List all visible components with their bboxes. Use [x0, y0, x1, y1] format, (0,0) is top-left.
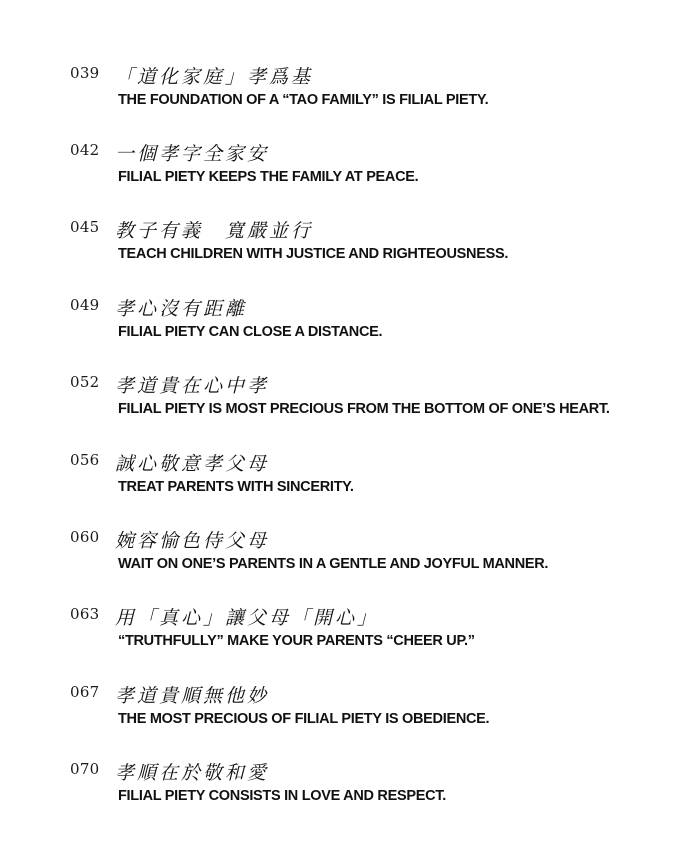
page-number: 045 [70, 218, 100, 236]
chinese-title: 孝道貴順無他妙 [115, 685, 270, 707]
toc-entry[interactable] [70, 216, 670, 276]
chinese-title: 用「真心」讓父母「開心」 [115, 607, 380, 629]
page-number: 042 [70, 141, 100, 159]
page-number: 063 [70, 605, 100, 623]
chinese-title: 孝道貴在心中孝 [115, 375, 270, 397]
page-number: 056 [70, 451, 100, 469]
page-number: 067 [70, 683, 100, 701]
english-title: THE MOST PRECIOUS OF FILIAL PIETY IS OBEDIENCE. [118, 711, 490, 727]
toc-entry[interactable] [70, 681, 670, 741]
page-number: 070 [70, 760, 100, 778]
toc-entry[interactable] [70, 62, 670, 122]
english-title: FILIAL PIETY CAN CLOSE A DISTANCE. [118, 324, 383, 340]
chinese-title: 孝心沒有距離 [115, 298, 248, 320]
page-number: 060 [70, 528, 100, 546]
page-number: 052 [70, 373, 100, 391]
english-title: TREAT PARENTS WITH SINCERITY. [118, 479, 354, 495]
english-title: THE FOUNDATION OF A “TAO FAMILY” IS FILIAL PIETY. [118, 92, 489, 108]
chinese-title: 孝順在於敬和愛 [115, 762, 270, 784]
english-title: WAIT ON ONE’S PARENTS IN A GENTLE AND JOYFUL MANNER. [118, 556, 549, 572]
toc-entry[interactable] [70, 371, 670, 431]
toc-entry[interactable] [70, 449, 670, 509]
english-title: FILIAL PIETY KEEPS THE FAMILY AT PEACE. [118, 169, 419, 185]
chinese-title: 婉容愉色侍父母 [115, 530, 270, 552]
chinese-title: 「道化家庭」孝爲基 [115, 66, 314, 88]
toc-entry[interactable] [70, 294, 670, 354]
english-title: TEACH CHILDREN WITH JUSTICE AND RIGHTEOUSNESS. [118, 246, 509, 262]
english-title: FILIAL PIETY CONSISTS IN LOVE AND RESPECT. [118, 788, 446, 804]
page-number: 039 [70, 64, 100, 82]
chinese-title: 誠心敬意孝父母 [115, 453, 270, 475]
toc-entry[interactable] [70, 603, 670, 663]
toc-entry[interactable] [70, 758, 670, 818]
toc-entry[interactable] [70, 526, 670, 586]
english-title: “TRUTHFULLY” MAKE YOUR PARENTS “CHEER UP.” [118, 633, 475, 649]
chinese-title: 教子有義 寬嚴並行 [115, 220, 314, 242]
toc-entry[interactable] [70, 139, 670, 199]
english-title: FILIAL PIETY IS MOST PRECIOUS FROM THE BOTTOM OF ONE’S HEART. [118, 401, 610, 417]
page-number: 049 [70, 296, 100, 314]
chinese-title: 一個孝字全家安 [115, 143, 270, 165]
